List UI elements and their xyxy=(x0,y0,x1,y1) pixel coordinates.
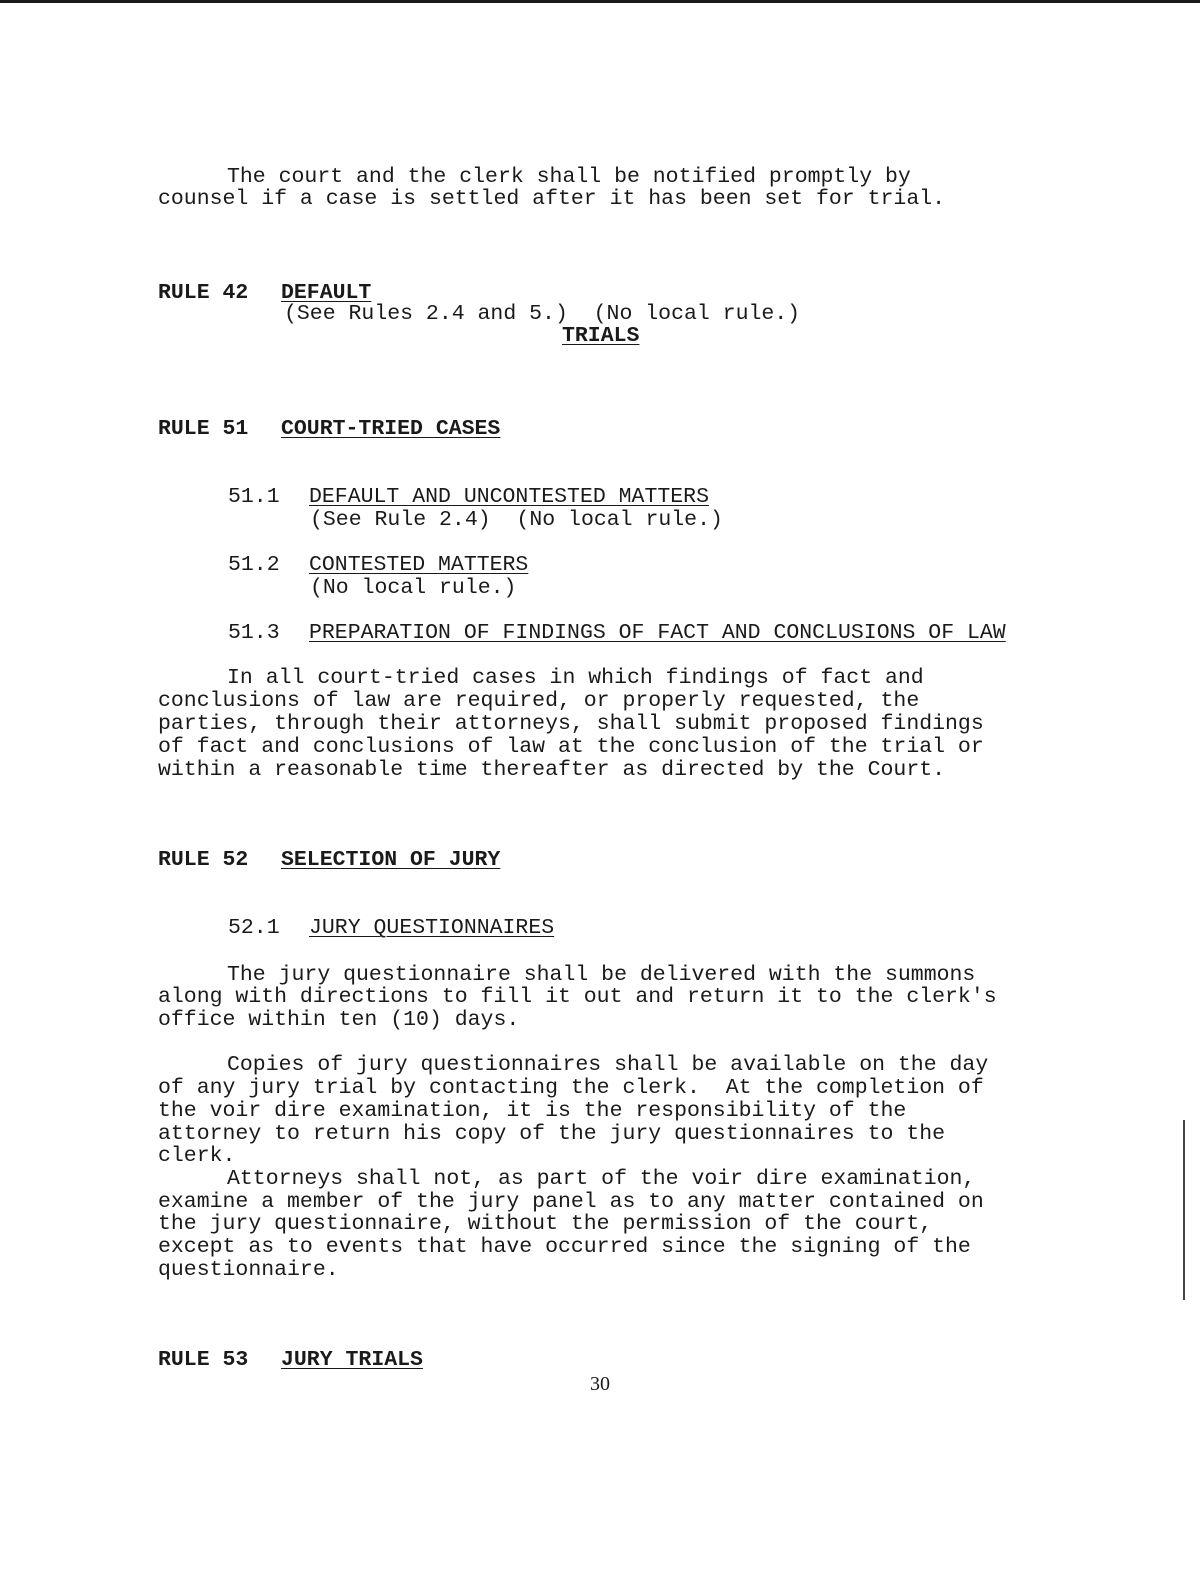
rule-52-paragraph-3-line: examine a member of the jury panel as to any matter contained on xyxy=(158,1190,984,1214)
rule-53-number: RULE 53 xyxy=(158,1348,249,1372)
rule-51-paragraph-line: In all court-tried cases in which findings of fact and xyxy=(227,666,924,690)
rule-52-paragraph-2-line: Copies of jury questionnaires shall be available on the day xyxy=(227,1053,989,1077)
rule-52-paragraph-2-line: clerk. xyxy=(158,1144,236,1168)
rule-51-paragraph-line: of fact and conclusions of law at the conclusion of the trial or xyxy=(158,735,984,759)
rule-51-2-note: (No local rule.) xyxy=(310,576,517,600)
rule-52-paragraph-1-line: along with directions to fill it out and return it to the clerk's xyxy=(158,985,997,1009)
rule-52-paragraph-2-line: the voir dire examination, it is the responsibility of the xyxy=(158,1099,907,1123)
rule-51-number: RULE 51 xyxy=(158,417,249,441)
rule-52-paragraph-2-line: attorney to return his copy of the jury questionnaires to the xyxy=(158,1122,946,1146)
rule-51-paragraph-line: conclusions of law are required, or properly requested, the xyxy=(158,689,920,713)
rule-42-title: DEFAULT xyxy=(281,281,372,305)
rule-52-paragraph-3-line: questionnaire. xyxy=(158,1258,339,1282)
rule-51-title: COURT-TRIED CASES xyxy=(281,417,501,441)
rule-51-paragraph-line: within a reasonable time thereafter as directed by the Court. xyxy=(158,758,946,782)
rule-51-1-title: DEFAULT AND UNCONTESTED MATTERS xyxy=(309,485,709,509)
rule-52-paragraph-3-line: except as to events that have occurred since the signing of the xyxy=(158,1235,971,1259)
rule-52-paragraph-2-line: of any jury trial by contacting the clerk. At the completion of xyxy=(158,1076,984,1100)
rule-52-number: RULE 52 xyxy=(158,848,249,872)
intro-line-1: The court and the clerk shall be notified promptly by xyxy=(227,165,911,189)
rule-53-title: JURY TRIALS xyxy=(281,1348,423,1372)
rule-42-note: (See Rules 2.4 and 5.) (No local rule.) xyxy=(284,302,801,326)
rule-51-1-number: 51.1 xyxy=(228,485,280,509)
rule-51-3-number: 51.3 xyxy=(228,621,280,645)
rule-52-title: SELECTION OF JURY xyxy=(281,848,501,872)
rule-51-3-title: PREPARATION OF FINDINGS OF FACT AND CONCLUSIONS OF LAW xyxy=(309,621,1006,645)
intro-line-2: counsel if a case is settled after it has been set for trial. xyxy=(158,187,946,211)
rule-51-paragraph-line: parties, through their attorneys, shall submit proposed findings xyxy=(158,712,984,736)
rule-51-2-title: CONTESTED MATTERS xyxy=(309,553,529,577)
rule-52-1-number: 52.1 xyxy=(228,916,280,940)
rule-42-number: RULE 42 xyxy=(158,281,249,305)
top-border xyxy=(0,0,1200,3)
rule-52-paragraph-3-line: Attorneys shall not, as part of the voir dire examination, xyxy=(227,1167,976,1191)
section-heading-trials: TRIALS xyxy=(562,324,640,348)
rule-52-paragraph-3-line: the jury questionnaire, without the permission of the court, xyxy=(158,1212,933,1236)
rule-51-2-number: 51.2 xyxy=(228,553,280,577)
rule-52-paragraph-1-line: The jury questionnaire shall be delivered with the summons xyxy=(227,963,976,987)
rule-51-1-note: (See Rule 2.4) (No local rule.) xyxy=(310,508,723,532)
rule-52-paragraph-1-line: office within ten (10) days. xyxy=(158,1008,520,1032)
scan-edge-mark xyxy=(1183,1120,1185,1300)
rule-52-1-title: JURY QUESTIONNAIRES xyxy=(309,916,555,940)
page-number: 30 xyxy=(590,1373,610,1395)
